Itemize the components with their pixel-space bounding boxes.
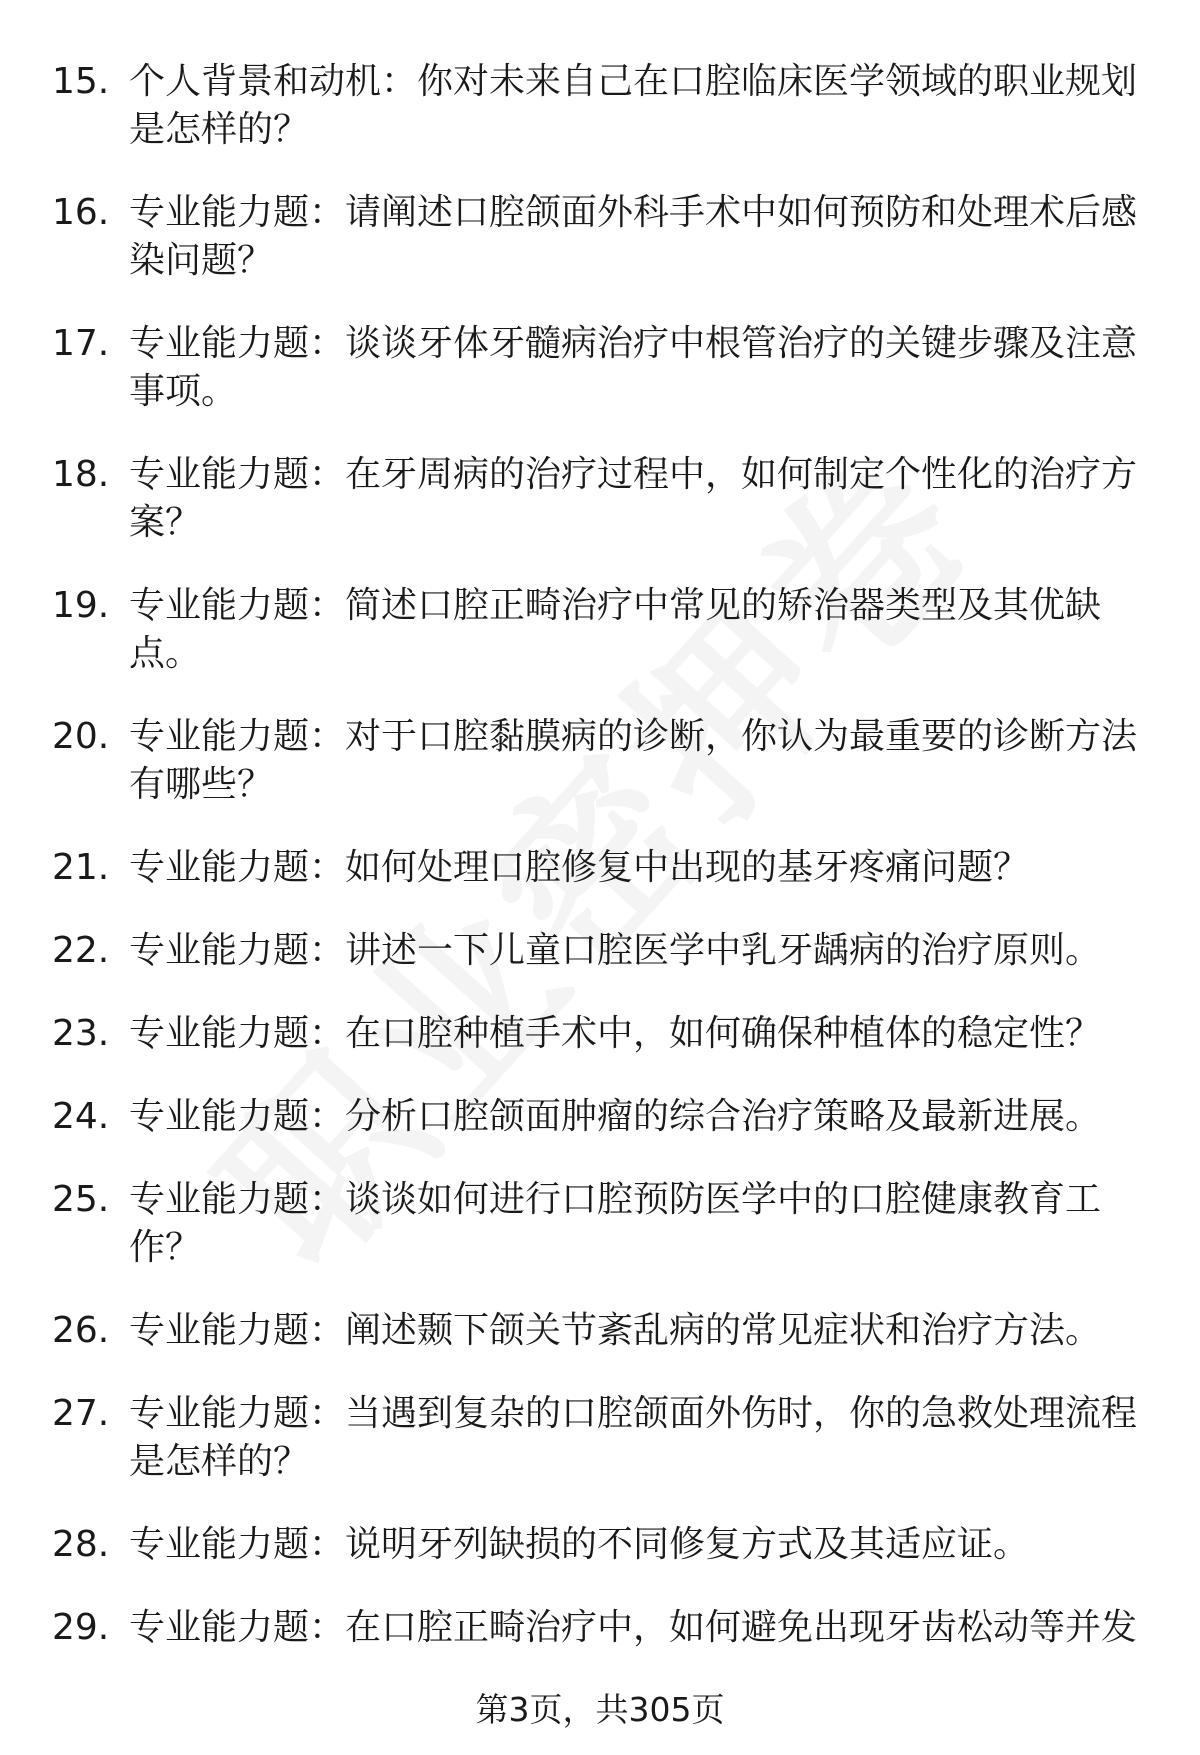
question-body: 在口腔种植手术中，如何确保种植体的稳定性？ xyxy=(345,1013,1102,1054)
question-body: 讲述一下儿童口腔医学中乳牙龋病的治疗原则。 xyxy=(345,930,1102,971)
question-number: 24. xyxy=(52,1096,110,1137)
question-category: 专业能力题： xyxy=(129,585,346,626)
question-body: 分析口腔颌面肿瘤的综合治疗策略及最新进展。 xyxy=(345,1096,1102,1137)
question-category: 个人背景和动机： xyxy=(129,61,418,102)
question-text xyxy=(129,58,1140,154)
question-number: 17. xyxy=(52,323,110,364)
question-body: 请阐述口腔颌面外科手术中如何预防和处理术后感染问题？ xyxy=(129,192,1138,281)
question-category: 专业能力题： xyxy=(129,192,346,233)
page-number-footer: 第3页，共305页 xyxy=(475,1690,725,1729)
question-text xyxy=(129,713,1140,809)
question-number: 22. xyxy=(52,930,110,971)
question-text xyxy=(129,1010,1140,1058)
question-body: 对于口腔黏膜病的诊断，你认为最重要的诊断方法有哪些？ xyxy=(129,716,1138,805)
question-body: 在牙周病的治疗过程中，如何制定个性化的治疗方案？ xyxy=(129,454,1138,543)
question-text xyxy=(129,1521,1140,1569)
question-body: 你对未来自己在口腔临床医学领域的职业规划是怎样的？ xyxy=(129,61,1138,150)
question-text xyxy=(129,1093,1140,1141)
question-item xyxy=(0,1176,1200,1272)
question-body: 在口腔正畸治疗中，如何避免出现牙齿松动等并发 xyxy=(345,1607,1138,1648)
question-item xyxy=(0,320,1200,416)
question-item xyxy=(0,1010,1200,1058)
question-category: 专业能力题： xyxy=(129,323,346,364)
question-item xyxy=(0,844,1200,892)
question-body: 阐述颞下颌关节紊乱病的常见症状和治疗方法。 xyxy=(345,1310,1102,1351)
question-number: 23. xyxy=(52,1013,110,1054)
question-category: 专业能力题： xyxy=(129,1524,346,1565)
question-number: 16. xyxy=(52,192,110,233)
question-text xyxy=(129,1390,1140,1486)
question-text xyxy=(129,320,1140,416)
question-text xyxy=(129,189,1140,285)
question-category: 专业能力题： xyxy=(129,847,346,888)
question-category: 专业能力题： xyxy=(129,1096,346,1137)
question-number: 18. xyxy=(52,454,110,495)
question-body: 当遇到复杂的口腔颌面外伤时，你的急救处理流程是怎样的？ xyxy=(129,1393,1138,1482)
question-item xyxy=(0,1093,1200,1141)
question-body: 谈谈如何进行口腔预防医学中的口腔健康教育工作？ xyxy=(129,1179,1102,1268)
question-item xyxy=(0,451,1200,547)
question-item xyxy=(0,713,1200,809)
question-body: 简述口腔正畸治疗中常见的矫治器类型及其优缺点。 xyxy=(129,585,1102,674)
question-category: 专业能力题： xyxy=(129,1013,346,1054)
question-number: 25. xyxy=(52,1179,110,1220)
question-category: 专业能力题： xyxy=(129,454,346,495)
question-category: 专业能力题： xyxy=(129,1310,346,1351)
question-number: 15. xyxy=(52,61,110,102)
question-number: 29. xyxy=(52,1607,110,1648)
question-item xyxy=(0,927,1200,975)
question-category: 专业能力题： xyxy=(129,1179,346,1220)
question-text xyxy=(129,451,1140,547)
question-text xyxy=(129,1604,1140,1652)
question-text xyxy=(129,1176,1140,1272)
question-text xyxy=(129,927,1140,975)
question-item xyxy=(0,582,1200,678)
question-list xyxy=(0,58,1200,1687)
question-item xyxy=(0,1307,1200,1355)
question-number: 19. xyxy=(52,585,110,626)
question-item xyxy=(0,1521,1200,1569)
question-item xyxy=(0,58,1200,154)
question-item xyxy=(0,189,1200,285)
question-number: 20. xyxy=(52,716,110,757)
question-text xyxy=(129,1307,1140,1355)
question-text xyxy=(129,844,1140,892)
question-text xyxy=(129,582,1140,678)
question-category: 专业能力题： xyxy=(129,716,346,757)
question-number: 21. xyxy=(52,847,110,888)
question-category: 专业能力题： xyxy=(129,930,346,971)
question-item xyxy=(0,1390,1200,1486)
question-body: 如何处理口腔修复中出现的基牙疼痛问题？ xyxy=(345,847,1030,888)
question-number: 27. xyxy=(52,1393,110,1434)
question-item xyxy=(0,1604,1200,1652)
question-body: 说明牙列缺损的不同修复方式及其适应证。 xyxy=(345,1524,1030,1565)
question-body: 谈谈牙体牙髓病治疗中根管治疗的关键步骤及注意事项。 xyxy=(129,323,1138,412)
question-category: 专业能力题： xyxy=(129,1607,346,1648)
question-category: 专业能力题： xyxy=(129,1393,346,1434)
question-number: 26. xyxy=(52,1310,110,1351)
question-number: 28. xyxy=(52,1524,110,1565)
